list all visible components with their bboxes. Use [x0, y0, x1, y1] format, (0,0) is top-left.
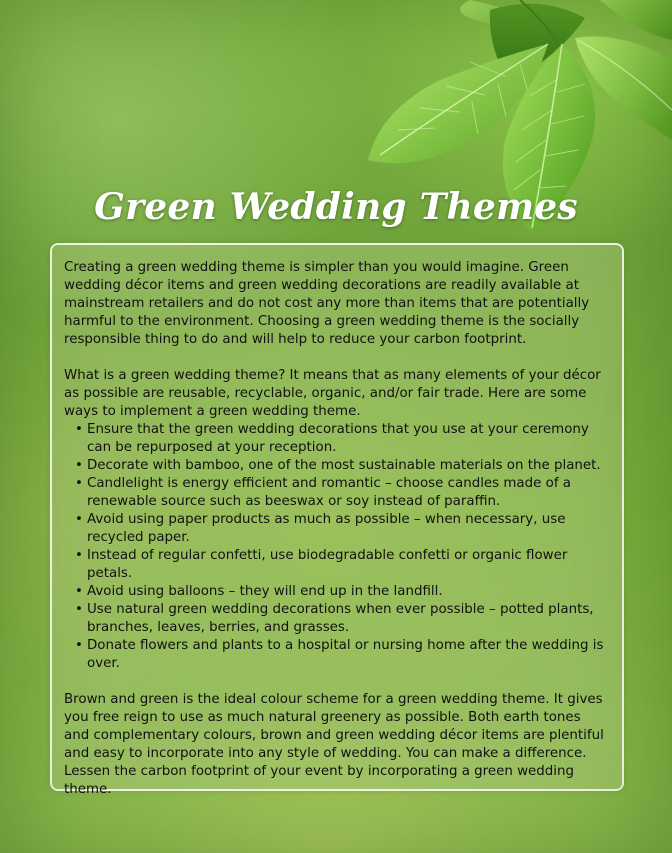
question-paragraph: What is a green wedding theme? It means that as many elements of your décor as possible are reusable, recyclable, organic, and/or fair trade. Here are some ways to implement a green wedding theme. — [64, 368, 601, 419]
list-item: • Use natural green wedding decorations when ever possible – potted plants, branches, leaves, berries, and grasses. — [64, 601, 610, 637]
intro-paragraph: Creating a green wedding theme is simpler than you would imagine. Green wedding décor items and green wedding decorations are readily available at mainstream retailers and do not cost any more than items that are potentially harmful to the environment. Choosing a green wedding theme is the socially responsible thing to do and will help to reduce your carbon footprint. — [64, 260, 590, 347]
list-item: • Avoid using paper products as much as possible – when necessary, use recycled paper. — [64, 511, 610, 547]
tips-list — [64, 421, 610, 673]
list-item: • Ensure that the green wedding decorations that you use at your ceremony can be repurposed at your reception. — [64, 421, 610, 457]
list-item: • Candlelight is energy efficient and romantic – choose candles made of a renewable source such as beeswax or soy instead of paraffin. — [64, 475, 610, 511]
list-item: • Avoid using balloons – they will end up in the landfill. — [64, 583, 610, 601]
conclusion-paragraph: Brown and green is the ideal colour scheme for a green wedding theme. It gives you free reign to use as much natural greenery as possible. Both earth tones and complementary colours, brown and green wedding décor items are plentiful and easy to incorporate into any style of wedding. You can make a difference. Lessen the carbon footprint of your event by incorporating a green wedding theme. — [64, 692, 604, 797]
page-title: Green Wedding Themes — [94, 186, 578, 228]
list-item: • Instead of regular confetti, use biodegradable confetti or organic flower petals. — [64, 547, 610, 583]
list-item: • Donate flowers and plants to a hospital or nursing home after the wedding is over. — [64, 637, 610, 673]
content-panel — [50, 243, 624, 797]
list-item: • Decorate with bamboo, one of the most sustainable materials on the planet. — [64, 457, 610, 475]
